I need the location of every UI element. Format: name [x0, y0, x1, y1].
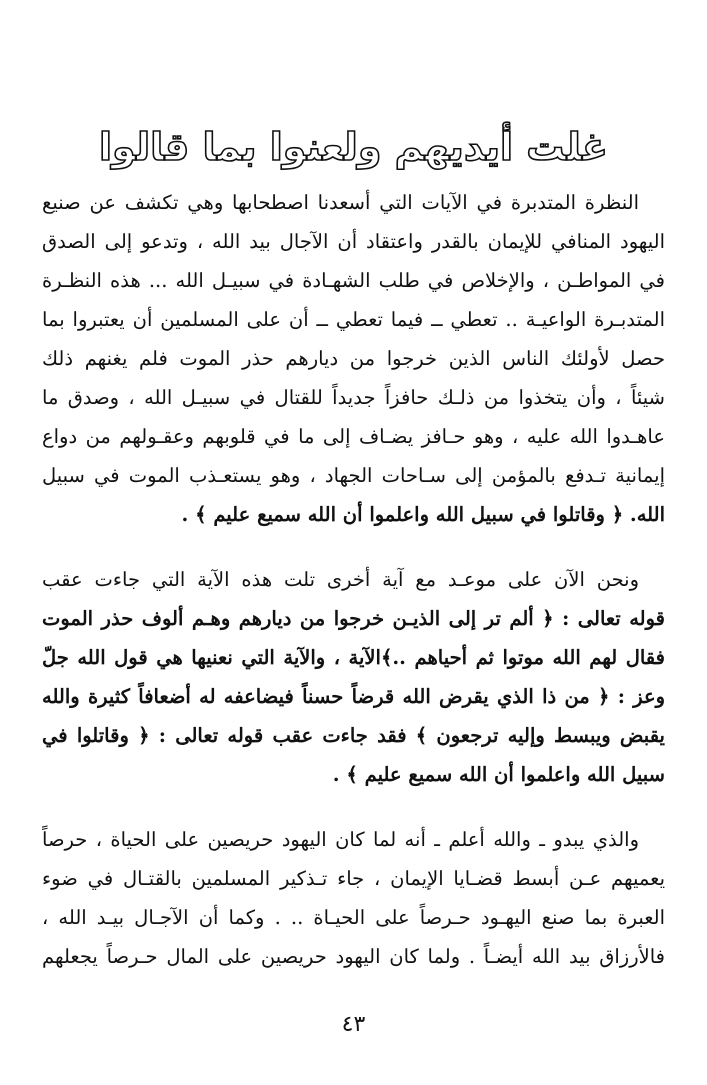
- paragraph-spacer: [42, 794, 665, 820]
- paragraph-spacer: [42, 534, 665, 560]
- text-line: يقبض ويبسط وإليه ترجعون ﴾ فقد جاءت عقب قوله تعالى : ﴿ وقاتلوا في: [42, 724, 665, 747]
- text-line: عاهـدوا الله عليه ، وهو حـافز يضـاف إلى ما في قلوبهم وعقـولهم من دواع: [42, 425, 665, 448]
- text-line: شيئاً ، وأن يتخذوا من ذلـك حافزاً جديداً للقتال في سبيـل الله ، وصدق ما: [42, 386, 665, 409]
- paragraph-3: [42, 820, 665, 976]
- text-line: حصل لأولئك الناس الذين خرجوا من ديارهم حذر الموت فلم يغنهم ذلك: [42, 347, 665, 370]
- text-line: قوله تعالى : ﴿ ألم تر إلى الذيـن خرجوا من ديارهم وهـم ألوف حذر الموت: [42, 607, 665, 630]
- text-line: إيمانية تـدفع بالمؤمن إلى سـاحات الجهاد ، وهو يستعـذب الموت في سبيل: [42, 464, 665, 487]
- text-line: الله. ﴿ وقاتلوا في سبيل الله واعلموا أن الله سميع عليم ﴾ .: [181, 503, 665, 526]
- page-body: [42, 183, 665, 976]
- text-line: النظرة المتدبرة في الآيات التي أسعدنا اصطحابها وهي تكشف عن صنيع: [42, 191, 639, 214]
- page-number: ٤٣: [341, 1012, 366, 1037]
- text-line: سبيل الله واعلموا أن الله سميع عليم ﴾ .: [332, 763, 665, 786]
- text-line: فقال لهم الله موتوا ثم أحياهم ..﴾الآية ، والآية التي نعنيها هي قول الله جلّ: [42, 646, 665, 669]
- paragraph-2: [42, 560, 665, 794]
- text-line: المتدبـرة الواعيـة .. تعطي ــ فيما تعطي ــ أن على المسلمين أن يعتبروا بما: [42, 308, 665, 331]
- text-line: يعميهم عـن أبسط قضـايا الإيمان ، جاء تـذكير المسلمين بالقتـال في ضوء: [42, 867, 665, 890]
- text-line: اليهود المنافي للإيمان بالقدر واعتقاد أن الآجال بيد الله ، وتدعو إلى الصدق: [42, 230, 665, 253]
- paragraph-1: [42, 183, 665, 534]
- text-line: العبرة بما صنع اليهـود حـرصاً على الحيـاة .. . وكما أن الآجـال بيـد الله ،: [42, 906, 665, 929]
- text-line: وعز : ﴿ من ذا الذي يقرض الله قرضاً حسناً فيضاعفه له أضعافاً كثيرة والله: [42, 685, 665, 708]
- text-line: في المواطـن ، والإخلاص في طلب الشهـادة في سبيـل الله ... هذه النظـرة: [42, 269, 665, 292]
- chapter-title: غلت أيديهم ولعنوا بما قالوا: [99, 125, 608, 170]
- text-line: والذي يبدو ـ والله أعلم ـ أنه لما كان اليهود حريصين على الحياة ، حرصاً: [42, 828, 639, 851]
- text-line: ونحن الآن على موعـد مع آية أخرى تلت هذه الآية التي جاءت عقب: [42, 568, 639, 591]
- text-line: فالأرزاق بيد الله أيضـاً . ولما كان اليهود حريصين على المال حـرصاً يجعلهم: [42, 945, 665, 968]
